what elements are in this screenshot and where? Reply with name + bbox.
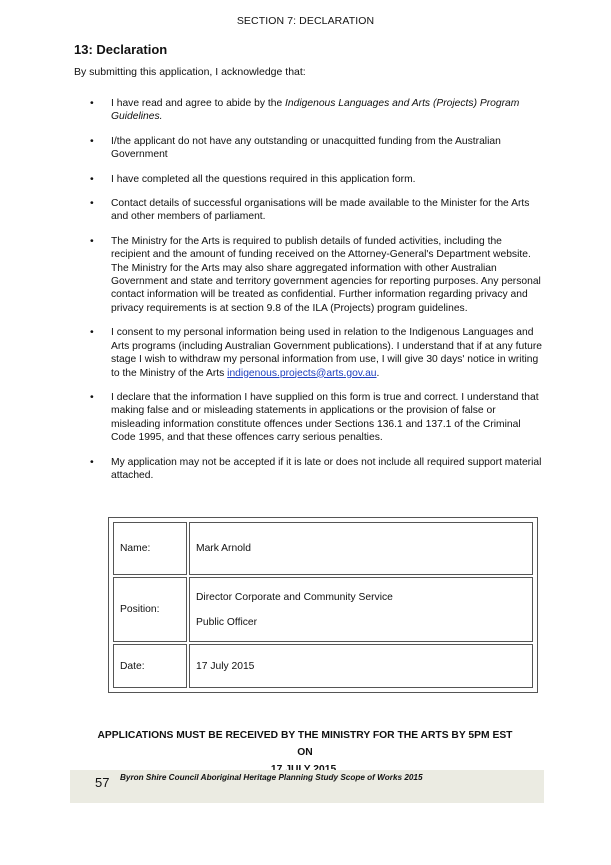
date-value: 17 July 2015 [189,644,533,688]
bullet-icon: • [90,390,94,403]
list-item: • The Ministry for the Arts is required to publish details of funded activities, including the recipient and the amount of funding received on the Attorney-General's Department website. The Ministry for the Arts may also share aggregated information with other Australian Government and state and territory government agencies for reporting purposes. Any personal contact information will be treated as confidential. Further information regarding privacy and privacy requirements is at section 9.8 of the ILA (Projects) program guidelines. [90,234,541,314]
declaration-intro: By submitting this application, I acknowledge that: [74,66,306,78]
name-value: Mark Arnold [189,522,533,575]
list-item: • Contact details of successful organisations will be made available to the Minister for the Arts and other members of parliament. [90,197,530,223]
list-item: • I consent to my personal information being used in relation to the Indigenous Languages and Arts programs (including Australian Government publications). I understand that if at any future stage I wish to withdraw my personal information from use, I will give 30 days' notice in writing to the Ministry of the Arts indigenous.projects@arts.gov.au. [90,326,542,379]
bullet-icon: • [90,197,94,210]
list-item: • I have completed all the questions required in this application form. [90,172,416,185]
table-row [113,522,533,575]
footer-title: Byron Shire Council Aboriginal Heritage Planning Study Scope of Works 2015 [120,773,423,782]
section-header: SECTION 7: DECLARATION [236,15,375,27]
position-title: Director Corporate and Community Service [196,591,393,603]
signatory-table [108,517,538,693]
guidelines-title: Indigenous Languages and Arts (Projects) Program Guidelines. [111,98,520,123]
name-label: Name: [113,522,187,575]
bullet-icon: • [90,234,94,247]
email-link[interactable]: indigenous.projects@arts.gov.au [227,367,377,379]
position-role: Public Officer [196,616,258,628]
bullet-icon: • [90,172,94,185]
table-row [113,644,533,688]
list-item: • I/the applicant do not have any outstanding or unacquitted funding from the Australian Government [90,134,501,161]
table-row [113,577,533,642]
position-label: Position: [113,577,187,642]
list-item: • My application may not be accepted if it is late or does not include all required support material attached. [90,455,542,481]
deadline-notice-line1: APPLICATIONS MUST BE RECEIVED BY THE MINISTRY FOR THE ARTS BY 5PM EST ON [97,730,513,758]
bullet-icon: • [90,455,94,468]
list-item: • I have read and agree to abide by the Indigenous Languages and Arts (Projects) Program Guidelines. [90,97,520,123]
bullet-icon: • [90,326,94,339]
list-item: • I declare that the information I have supplied on this form is true and correct. I understand that making false and or misleading statements in applications or the provision of false or misleading information constitute offences under Sections 136.1 and 137.1 of the Criminal Code 1995, and that these offences carry serious penalties. [90,390,539,444]
position-value [189,577,533,642]
declaration-title: 13: Declaration [74,42,168,57]
bullet-icon: • [90,97,94,109]
date-label: Date: [113,644,187,688]
declaration-list [74,97,542,493]
page-number: 57 [95,775,110,790]
bullet-icon: • [90,134,94,147]
